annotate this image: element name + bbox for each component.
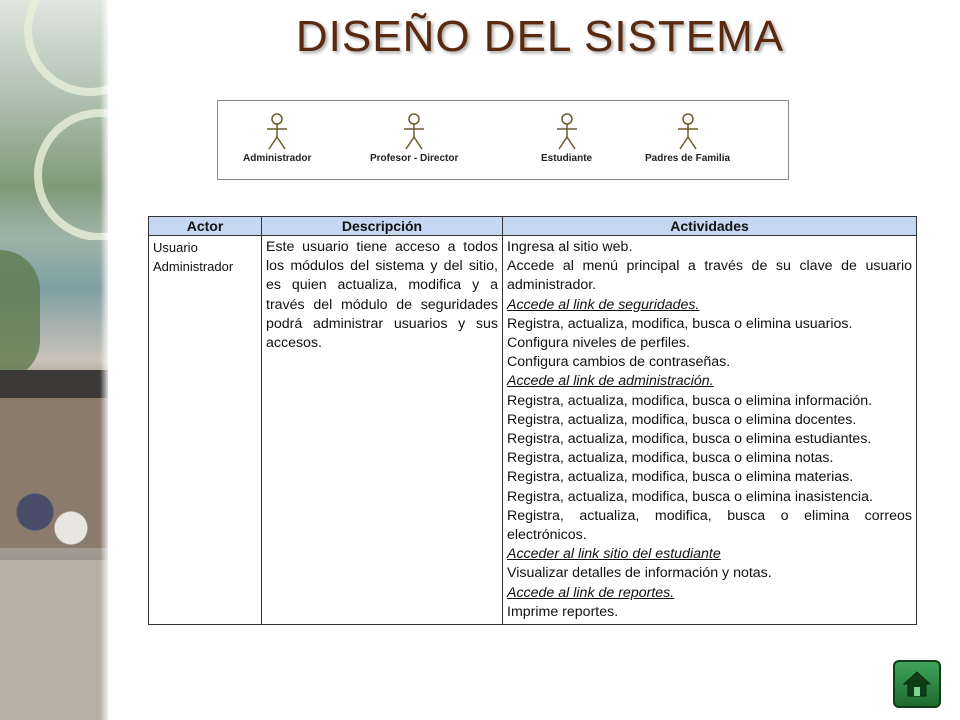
- activities-table: [148, 216, 917, 625]
- cell-description: Este usuario tiene acceso a todos los módulos del sistema y del sitio, es quien actualiza, modifica y a través del módulo de seguridades podrá administrar usuarios y sus accesos.: [262, 236, 503, 625]
- stick-figure-icon: [262, 113, 292, 151]
- activity-item: Registra, actualiza, modifica, busca o elimina notas.: [507, 450, 834, 467]
- table-row: [149, 236, 917, 625]
- activity-item: Accede al menú principal a través de su clave de usuario administrador.: [507, 258, 912, 294]
- building-roof: [0, 370, 108, 398]
- stick-figure-icon: [552, 113, 582, 151]
- actor-estudiante: [541, 113, 592, 164]
- activity-item: Registra, actualiza, modifica, busca o elimina docentes.: [507, 411, 857, 428]
- activity-item: Ingresa al sitio web.: [507, 239, 633, 255]
- actor-administrador: [243, 113, 311, 164]
- activity-item: Registra, actualiza, modifica, busca o elimina inasistencia.: [507, 488, 873, 505]
- activity-link-item: Accede al link de seguridades.: [507, 296, 700, 313]
- photo-fade: [100, 0, 110, 720]
- activity-item: Configura cambios de contraseñas.: [507, 354, 731, 371]
- home-button[interactable]: [893, 660, 941, 708]
- activity-item: Registra, actualiza, modifica, busca o elimina correos electrónicos.: [507, 507, 912, 544]
- cell-activities: [503, 236, 917, 625]
- actor-label: Estudiante: [541, 153, 593, 164]
- activity-item: Registra, actualiza, modifica, busca o elimina información.: [507, 392, 873, 409]
- actor-label: Profesor - Director: [370, 153, 459, 164]
- activity-item: Visualizar detalles de información y notas.: [507, 565, 772, 582]
- header-descripcion: Descripción: [262, 217, 503, 236]
- activity-item: Configura niveles de perfiles.: [507, 335, 690, 352]
- activity-item: Imprime reportes.: [507, 603, 619, 620]
- actor-label: Padres de Familia: [645, 153, 731, 164]
- ground: [0, 560, 108, 720]
- actor-padres-de-familia: [645, 113, 730, 164]
- activity-link-item: Accede al link de administración.: [507, 373, 714, 390]
- activity-link-item: Acceder al link sitio del estudiante: [507, 546, 721, 563]
- background-photo: [0, 0, 108, 720]
- header-actor: Actor: [149, 217, 262, 236]
- activity-item: Registra, actualiza, modifica, busca o elimina estudiantes.: [507, 431, 872, 448]
- actor-profesor-director: [370, 113, 458, 164]
- header-actividades: Actividades: [503, 217, 917, 236]
- tree-foliage: [0, 250, 40, 380]
- stick-figure-icon: [673, 113, 703, 151]
- home-icon: [901, 668, 933, 700]
- people-figures: [8, 480, 98, 560]
- table-header-row: [149, 217, 917, 236]
- actors-diagram: [217, 100, 789, 180]
- activity-item: Registra, actualiza, modifica, busca o elimina usuarios.: [507, 315, 853, 332]
- stick-figure-icon: [399, 113, 429, 151]
- cell-actor: Usuario Administrador: [149, 236, 262, 625]
- page-title: DISEÑO DEL SISTEMA: [295, 12, 785, 61]
- activity-link-item: Accede al link de reportes.: [507, 584, 675, 601]
- actor-label: Administrador: [243, 153, 312, 164]
- activity-item: Registra, actualiza, modifica, busca o elimina materias.: [507, 469, 854, 486]
